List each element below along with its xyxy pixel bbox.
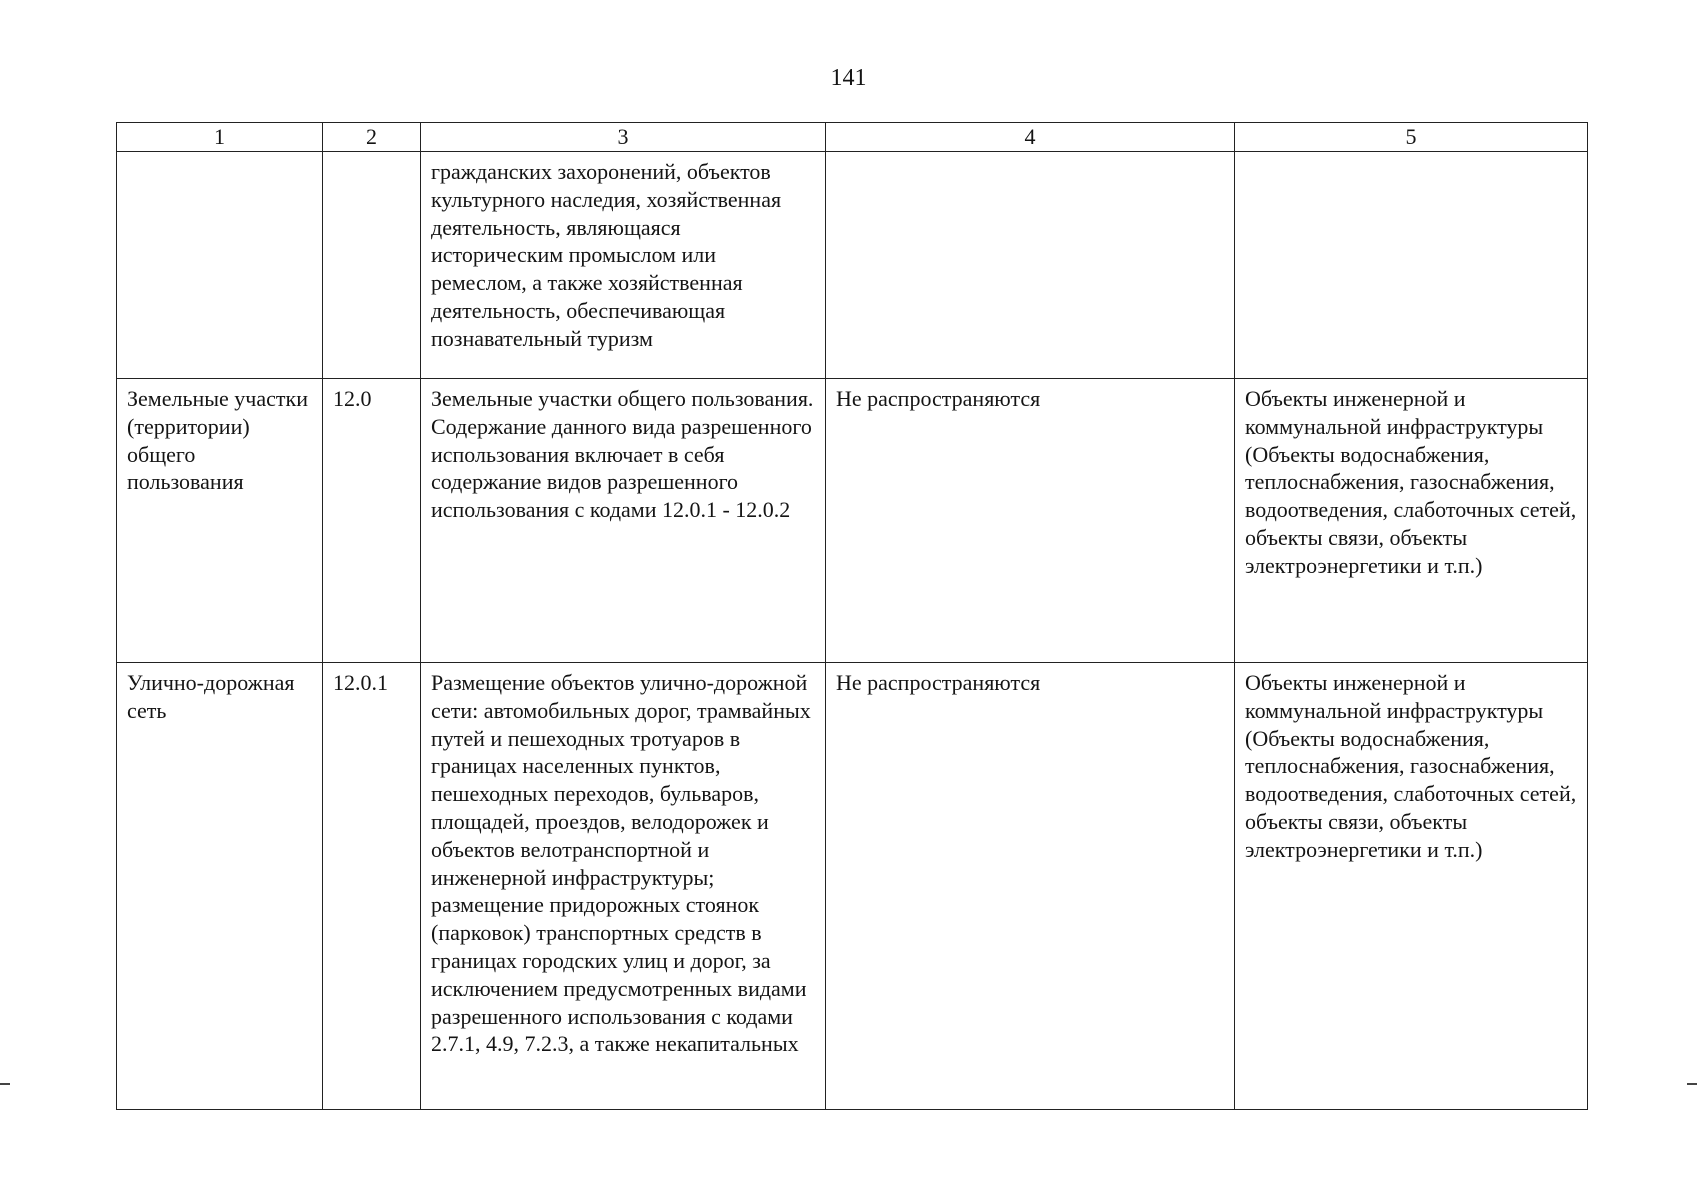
table-header-row	[117, 123, 1588, 152]
table-row	[117, 152, 1588, 379]
cell-restrictions	[826, 152, 1235, 379]
header-col-3: 3	[421, 123, 826, 152]
cell-auxiliary-uses: Объекты инженерной и коммунальной инфраструктуры (Объекты водоснабжения, теплоснабжения, газоснабжения, водоотведения, слаботочных сетей, объекты связи, объекты электроэнергетики и т.п.)	[1235, 379, 1588, 663]
header-col-4: 4	[826, 123, 1235, 152]
description-paragraph: Земельные участки общего пользования. Содержание данного вида разрешенного использования включает в себя содержание видов разрешенного использования с кодами 12.0.1 - 12.0.2	[431, 386, 814, 523]
left-margin-mark	[0, 1083, 10, 1085]
header-col-1: 1	[117, 123, 323, 152]
cell-restrictions: Не распространяются	[826, 663, 1235, 1110]
cell-name	[117, 152, 323, 379]
page-number: 141	[830, 65, 867, 91]
description-paragraph: гражданских захоронений, объектов культурного наследия, хозяйственная деятельность, являющаяся историческим промыслом или ремеслом, а также хозяйственная деятельность, обеспечивающая познавательный туризм	[431, 159, 782, 351]
header-col-5: 5	[1235, 123, 1588, 152]
table-row	[117, 379, 1588, 663]
header-col-2: 2	[323, 123, 421, 152]
cell-code: 12.0.1	[323, 663, 421, 1110]
cell-name: Земельные участки (территории) общего пользования	[117, 379, 323, 663]
cell-code	[323, 152, 421, 379]
cell-description	[421, 379, 826, 663]
zoning-table	[116, 122, 1588, 1110]
cell-description	[421, 663, 826, 1110]
cell-auxiliary-uses	[1235, 152, 1588, 379]
cell-auxiliary-uses: Объекты инженерной и коммунальной инфраструктуры (Объекты водоснабжения, теплоснабжения, газоснабжения, водоотведения, слаботочных сетей, объекты связи, объекты электроэнергетики и т.п.)	[1235, 663, 1588, 1110]
cell-description	[421, 152, 826, 379]
description-paragraph: Размещение объектов улично-дорожной сети: автомобильных дорог, трамвайных путей и пешеходных тротуаров в границах населенных пунктов, пешеходных переходов, бульваров, площадей, проездов, велодорожек и объектов велотранспортной и инженерной инфраструктуры;	[431, 670, 811, 890]
right-margin-mark	[1687, 1083, 1697, 1085]
description-paragraph: размещение придорожных стоянок (парковок) транспортных средств в границах городских улиц и дорог, за исключением предусмотренных видами разрешенного использования с кодами 2.7.1, 4.9, 7.2.3, а также некапитальных	[431, 892, 807, 1057]
cell-name: Улично-дорожная сеть	[117, 663, 323, 1110]
cell-code: 12.0	[323, 379, 421, 663]
table-row	[117, 663, 1588, 1110]
cell-restrictions: Не распространяются	[826, 379, 1235, 663]
